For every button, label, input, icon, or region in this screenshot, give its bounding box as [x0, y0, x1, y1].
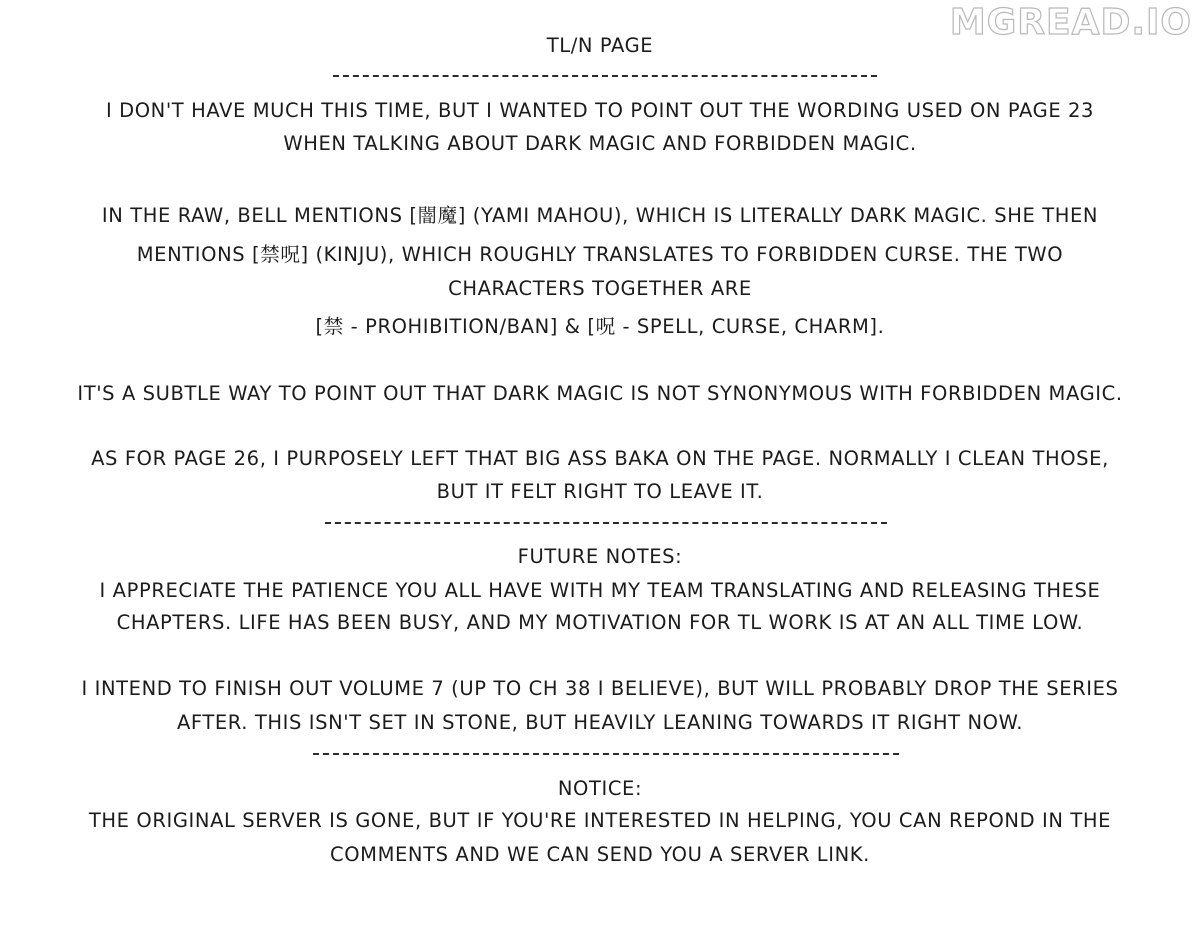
section-title: NOTICE: — [557, 777, 643, 800]
page-title: TL/N PAGE — [546, 34, 654, 57]
text-line: IN THE RAW, BELL MENTIONS [闇魔] (YAMI MAHOU), WHICH IS LITERALLY DARK MAGIC. SHE THEN — [101, 204, 1099, 227]
dashed-separator — [333, 75, 877, 77]
text-line: IT'S A SUBTLE WAY TO POINT OUT THAT DARK MAGIC IS NOT SYNONYMOUS WITH FORBIDDEN MAGIC. — [77, 382, 1123, 405]
text-line: I APPRECIATE THE PATIENCE YOU ALL HAVE WITH MY TEAM TRANSLATING AND RELEASING THESE — [99, 579, 1101, 602]
text-line: CHAPTERS. LIFE HAS BEEN BUSY, AND MY MOTIVATION FOR TL WORK IS AT AN ALL TIME LOW. — [116, 611, 1084, 634]
text-line: AS FOR PAGE 26, I PURPOSELY LEFT THAT BIG ASS BAKA ON THE PAGE. NORMALLY I CLEAN THOSE, — [91, 447, 1109, 470]
section-title: FUTURE NOTES: — [517, 545, 683, 568]
site-watermark: MGREAD.IO — [949, 2, 1192, 43]
text-line: MENTIONS [禁呪] (KINJU), WHICH ROUGHLY TRANSLATES TO FORBIDDEN CURSE. THE TWO — [136, 243, 1064, 266]
text-line: CHARACTERS TOGETHER ARE — [448, 277, 752, 300]
dashed-separator — [325, 522, 887, 524]
text-line: WHEN TALKING ABOUT DARK MAGIC AND FORBIDDEN MAGIC. — [283, 132, 917, 155]
text-line: THE ORIGINAL SERVER IS GONE, BUT IF YOU'RE INTERESTED IN HELPING, YOU CAN REPOND IN THE — [88, 809, 1112, 832]
text-line: [禁 - PROHIBITION/BAN] & [呪 - SPELL, CURSE, CHARM]. — [315, 315, 885, 338]
text-line: AFTER. THIS ISN'T SET IN STONE, BUT HEAVILY LEANING TOWARDS IT RIGHT NOW. — [176, 711, 1024, 734]
text-line: I INTEND TO FINISH OUT VOLUME 7 (UP TO CH 38 I BELIEVE), BUT WILL PROBABLY DROP THE SERIES — [81, 677, 1119, 700]
text-line: I DON'T HAVE MUCH THIS TIME, BUT I WANTED TO POINT OUT THE WORDING USED ON PAGE 23 — [105, 99, 1095, 122]
text-line: COMMENTS AND WE CAN SEND YOU A SERVER LINK. — [330, 843, 870, 866]
dashed-separator — [313, 753, 899, 755]
text-line: BUT IT FELT RIGHT TO LEAVE IT. — [436, 480, 764, 503]
